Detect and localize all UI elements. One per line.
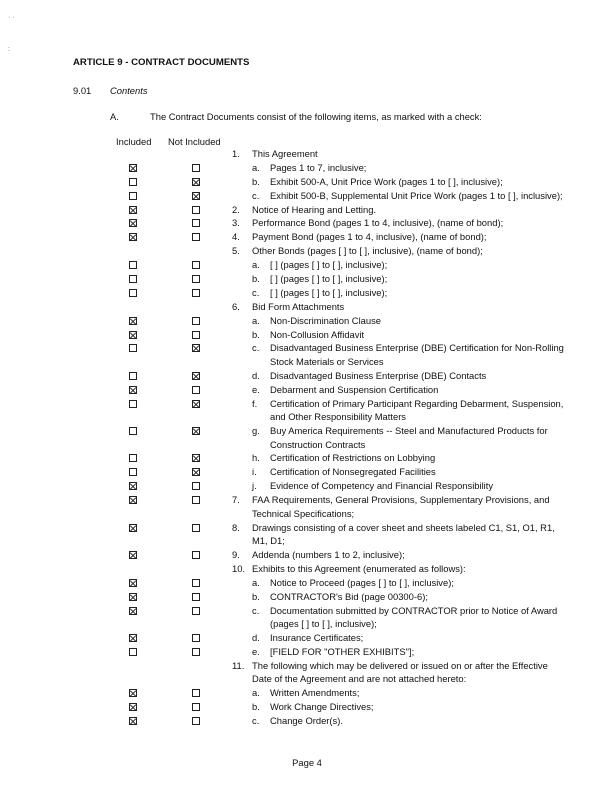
list-item xyxy=(0,383,614,397)
not-included-checkbox[interactable] xyxy=(192,344,200,352)
list-item xyxy=(0,604,614,631)
item-number: b. xyxy=(252,175,260,187)
included-checkbox[interactable] xyxy=(129,427,137,435)
column-header-not-included: Not Included xyxy=(168,136,221,147)
item-text: Evidence of Competency and Financial Responsibility xyxy=(270,480,494,492)
item-number: e. xyxy=(252,383,260,395)
list-item xyxy=(0,645,614,659)
list-item xyxy=(0,300,614,314)
included-checkbox[interactable] xyxy=(129,400,137,408)
item-number: a. xyxy=(252,259,260,271)
item-text: Exhibits to this Agreement (enumerated as follows): xyxy=(252,562,466,574)
item-number: b. xyxy=(252,328,260,340)
item-text: Written Amendments; xyxy=(270,687,360,699)
item-number: i. xyxy=(252,466,257,478)
item-number: d. xyxy=(252,631,260,643)
list-item xyxy=(0,314,614,328)
item-text: Notice of Hearing and Letting. xyxy=(252,203,377,215)
item-number: 3. xyxy=(232,217,240,229)
not-included-checkbox[interactable] xyxy=(192,289,200,297)
included-checkbox[interactable] xyxy=(129,468,137,476)
list-item xyxy=(0,493,614,520)
not-included-checkbox[interactable] xyxy=(192,192,200,200)
column-header-included: Included xyxy=(116,136,152,147)
included-checkbox[interactable] xyxy=(129,261,137,269)
not-included-checkbox[interactable] xyxy=(192,317,200,325)
included-checkbox[interactable] xyxy=(129,454,137,462)
list-item xyxy=(0,686,614,700)
not-included-checkbox[interactable] xyxy=(192,386,200,394)
item-number: c. xyxy=(252,286,260,298)
scan-artifact: · · xyxy=(8,14,15,21)
included-checkbox[interactable] xyxy=(129,289,137,297)
item-number: 2. xyxy=(232,203,240,215)
item-number: c. xyxy=(252,714,260,726)
item-text: [FIELD FOR "OTHER EXHIBITS"]; xyxy=(270,645,415,657)
item-text: Documentation submitted by CONTRACTOR prior to Notice of Award (pages [ ] to [ ], inclusive); xyxy=(270,604,558,630)
item-number: 1. xyxy=(232,148,240,159)
not-included-checkbox[interactable] xyxy=(192,482,200,490)
item-text: Insurance Certificates; xyxy=(270,631,364,643)
item-number: 5. xyxy=(232,245,240,257)
list-item xyxy=(0,424,614,451)
not-included-checkbox[interactable] xyxy=(192,717,200,725)
not-included-checkbox[interactable] xyxy=(192,331,200,339)
item-text: Certification of Restrictions on Lobbying xyxy=(270,452,436,464)
item-number: 8. xyxy=(232,521,240,533)
list-item xyxy=(0,328,614,342)
item-text: Debarment and Suspension Certification xyxy=(270,383,439,395)
not-included-checkbox[interactable] xyxy=(192,233,200,241)
not-included-checkbox[interactable] xyxy=(192,634,200,642)
included-checkbox[interactable] xyxy=(129,524,137,532)
included-checkbox[interactable] xyxy=(129,164,137,172)
included-checkbox[interactable] xyxy=(129,233,137,241)
included-checkbox[interactable] xyxy=(129,219,137,227)
list-item xyxy=(0,161,614,175)
list-item xyxy=(0,397,614,424)
included-checkbox[interactable] xyxy=(129,593,137,601)
item-number: d. xyxy=(252,369,260,381)
item-number: a. xyxy=(252,687,260,699)
item-number: b. xyxy=(252,701,260,712)
included-checkbox[interactable] xyxy=(129,386,137,394)
item-text: Drawings consisting of a cover sheet and sheets labeled C1, S1, O1, R1, M1, D1; xyxy=(252,521,555,547)
not-included-checkbox[interactable] xyxy=(192,689,200,697)
item-number: c. xyxy=(252,342,260,354)
list-item xyxy=(0,590,614,604)
not-included-checkbox[interactable] xyxy=(192,496,200,504)
included-checkbox[interactable] xyxy=(129,331,137,339)
item-text: The following which may be delivered or issued on or after the Effective Date of the Agreement and are not attached hereto: xyxy=(252,659,548,685)
not-included-checkbox[interactable] xyxy=(192,593,200,601)
item-number: 7. xyxy=(232,494,240,506)
not-included-checkbox[interactable] xyxy=(192,261,200,269)
page-number: Page 4 xyxy=(292,757,322,768)
item-text: Disadvantaged Business Enterprise (DBE) Certification for Non-Rolling Stock Materials or Services xyxy=(270,342,564,368)
not-included-checkbox[interactable] xyxy=(192,648,200,656)
list-item xyxy=(0,216,614,230)
list-item xyxy=(0,700,614,714)
not-included-checkbox[interactable] xyxy=(192,551,200,559)
paragraph-label: A. xyxy=(110,111,119,122)
item-text: Pages 1 to 7, inclusive; xyxy=(270,161,367,173)
included-checkbox[interactable] xyxy=(129,372,137,380)
item-number: a. xyxy=(252,161,260,173)
item-text: CONTRACTOR's Bid (page 00300-6); xyxy=(270,590,428,602)
item-text: Payment Bond (pages 1 to 4, inclusive), (name of bond); xyxy=(252,231,487,243)
not-included-checkbox[interactable] xyxy=(192,219,200,227)
list-item xyxy=(0,203,614,217)
item-number: j. xyxy=(252,480,257,492)
list-item xyxy=(0,286,614,300)
item-text: Non-Discrimination Clause xyxy=(270,314,381,326)
list-item xyxy=(0,631,614,645)
included-checkbox[interactable] xyxy=(129,703,137,711)
not-included-checkbox[interactable] xyxy=(192,468,200,476)
included-checkbox[interactable] xyxy=(129,192,137,200)
item-text: Other Bonds (pages [ ] to [ ], inclusive), (name of bond); xyxy=(252,245,483,257)
item-text: Exhibit 500-B, Supplemental Unit Price Work (pages 1 to [ ], inclusive); xyxy=(270,189,563,201)
not-included-checkbox[interactable] xyxy=(192,400,200,408)
item-text: Disadvantaged Business Enterprise (DBE) Contacts xyxy=(270,369,487,381)
item-number: 4. xyxy=(232,231,240,243)
list-item xyxy=(0,714,614,728)
not-included-checkbox[interactable] xyxy=(192,454,200,462)
included-checkbox[interactable] xyxy=(129,275,137,283)
not-included-checkbox[interactable] xyxy=(192,372,200,380)
included-checkbox[interactable] xyxy=(129,496,137,504)
not-included-checkbox[interactable] xyxy=(192,164,200,172)
item-number: 11. xyxy=(232,659,245,671)
list-item xyxy=(0,189,614,203)
not-included-checkbox[interactable] xyxy=(192,427,200,435)
item-text: Bid Form Attachments xyxy=(252,300,345,312)
item-text: Addenda (numbers 1 to 2, inclusive); xyxy=(252,548,405,560)
item-number: c. xyxy=(252,604,260,616)
included-checkbox[interactable] xyxy=(129,689,137,697)
item-number: e. xyxy=(252,645,260,657)
item-number: 9. xyxy=(232,548,240,560)
list-item xyxy=(0,230,614,244)
included-checkbox[interactable] xyxy=(129,607,137,615)
list-item xyxy=(0,369,614,383)
list-item xyxy=(0,548,614,562)
not-included-checkbox[interactable] xyxy=(192,703,200,711)
not-included-checkbox[interactable] xyxy=(192,206,200,214)
item-text: [ ] (pages [ ] to [ ], inclusive); xyxy=(270,273,388,285)
item-text: Certification of Primary Participant Regarding Debarment, Suspension, and Other Responsibility Matters xyxy=(270,397,564,423)
item-text: This Agreement xyxy=(252,148,318,159)
included-checkbox[interactable] xyxy=(129,634,137,642)
item-number: 6. xyxy=(232,300,240,312)
list-item xyxy=(0,576,614,590)
item-text: [ ] (pages [ ] to [ ], inclusive); xyxy=(270,286,388,298)
item-text: Change Order(s). xyxy=(270,714,343,726)
scan-artifact: : xyxy=(8,46,10,53)
included-checkbox[interactable] xyxy=(129,178,137,186)
list-item xyxy=(0,465,614,479)
section-title: Contents xyxy=(110,85,148,96)
item-text: Buy America Requirements -- Steel and Manufactured Products for Construction Contracts xyxy=(270,425,548,450)
item-text: Exhibit 500-A, Unit Price Work (pages 1 to [ ], inclusive); xyxy=(270,175,503,187)
not-included-checkbox[interactable] xyxy=(192,607,200,615)
item-number: a. xyxy=(252,314,260,326)
list-item xyxy=(0,258,614,272)
list-item xyxy=(0,175,614,189)
document-list xyxy=(0,147,614,728)
list-item xyxy=(0,562,614,576)
list-item xyxy=(0,147,614,161)
item-text: Performance Bond (pages 1 to 4, inclusive), (name of bond); xyxy=(252,217,504,229)
included-checkbox[interactable] xyxy=(129,551,137,559)
list-item xyxy=(0,659,614,686)
item-text: Non-Collusion Affidavit xyxy=(270,328,365,340)
included-checkbox[interactable] xyxy=(129,317,137,325)
included-checkbox[interactable] xyxy=(129,482,137,490)
list-item xyxy=(0,451,614,465)
item-number: h. xyxy=(252,452,260,464)
included-checkbox[interactable] xyxy=(129,579,137,587)
not-included-checkbox[interactable] xyxy=(192,178,200,186)
not-included-checkbox[interactable] xyxy=(192,524,200,532)
item-number: 10. xyxy=(232,562,246,574)
item-text: Work Change Directives; xyxy=(270,701,374,712)
item-number: f. xyxy=(252,397,258,409)
list-item xyxy=(0,244,614,258)
included-checkbox[interactable] xyxy=(129,206,137,214)
item-text: [ ] (pages [ ] to [ ], inclusive); xyxy=(270,259,388,271)
included-checkbox[interactable] xyxy=(129,717,137,725)
list-item xyxy=(0,341,614,368)
included-checkbox[interactable] xyxy=(129,344,137,352)
item-number: a. xyxy=(252,576,260,588)
paragraph-text: The Contract Documents consist of the following items, as marked with a check: xyxy=(150,111,482,122)
item-number: c. xyxy=(252,189,260,201)
item-number: g. xyxy=(252,425,260,437)
list-item xyxy=(0,521,614,548)
list-item xyxy=(0,479,614,493)
item-text: Certification of Nonsegregated Facilities xyxy=(270,466,436,478)
item-text: FAA Requirements, General Provisions, Supplementary Provisions, and Technical Specifications; xyxy=(252,494,550,519)
item-text: Notice to Proceed (pages [ ] to [ ], inclusive); xyxy=(270,576,454,588)
list-item xyxy=(0,272,614,286)
not-included-checkbox[interactable] xyxy=(192,275,200,283)
section-number: 9.01 xyxy=(73,85,92,96)
article-title: ARTICLE 9 - CONTRACT DOCUMENTS xyxy=(73,57,250,68)
included-checkbox[interactable] xyxy=(129,648,137,656)
item-number: b. xyxy=(252,590,260,602)
not-included-checkbox[interactable] xyxy=(192,579,200,587)
item-number: b. xyxy=(252,273,260,285)
